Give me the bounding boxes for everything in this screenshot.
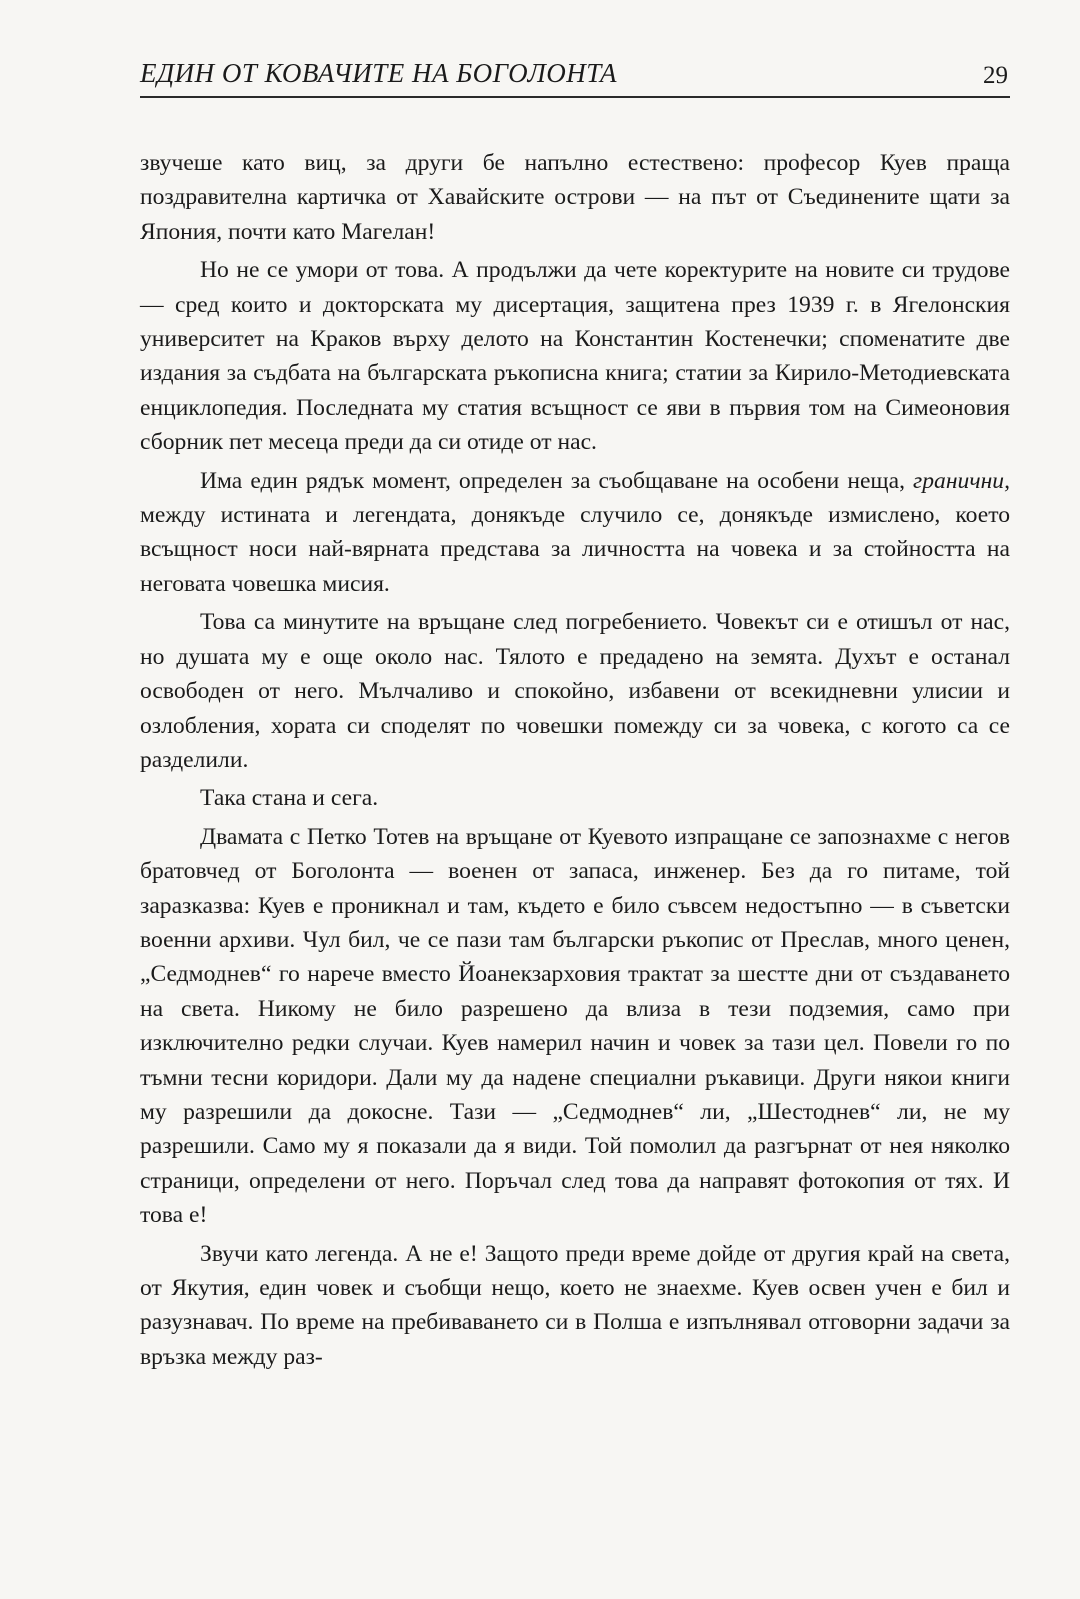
paragraph: Двамата с Петко Тотев на връщане от Куевото изпращане се запознахме с негов братовчед от Боголонта — военен от запаса, инженер. Без да го питаме, той заразказва: Куев е проникнал и там, където е било съвсем недостъпно — в съветски военни архиви. Чул бил, че се пази там български ръкопис от Преслав, много ценен, „Седмоднев“ го нарече вместо Йоанекзарховия трактат за шестте дни от създаването на света. Никому не било разрешено да влиза в тези подземия, само при изключително редки случаи. Куев намерил начин и човек за тази цел. Повели го по тъмни тесни коридори. Дали му да надене специални ръкавици. Други някои книги му разрешили да докосне. Тази — „Седмоднев“ ли, „Шестоднев“ ли, не му разрешили. Само му я показали да я види. Той помолил да разгърнат от нея няколко страници, определени от него. Поръчал след това да направят фотокопия от тях. И това е! — [140, 823, 1010, 1229]
paragraph: звучеше като виц, за други бе напълно естествено: професор Куев праща поздравителна картичка от Хавайските острови — на път от Съединените щати за Япония, почти като Магелан! — [140, 150, 1010, 245]
paragraph-text: между истината и легендата, донякъде случило се, донякъде измислено, което всъщност носи най-вярната представа за личността на човека и за стойността на неговата човешка мисия. — [140, 502, 1010, 597]
paragraph: Звучи като легенда. А не е! Защото преди време дойде от другия край на света, от Якутия, един човек и съобщи нещо, което не знаехме. Куев освен учен е бил и разузнавач. По време на пребиваването си в Полша е изпълнявал отговорни задачи за връзка между раз- — [140, 1240, 1010, 1370]
paragraph-text: Има един рядък момент, определен за съобщаване на особени неща, — [200, 467, 914, 494]
running-title: ЕДИН ОТ КОВАЧИТЕ НА БОГОЛОНТА — [140, 58, 618, 88]
paragraph — [140, 464, 1010, 602]
paragraph: Така стана и сега. — [200, 785, 379, 812]
page-number: 29 — [983, 62, 1008, 89]
page-header — [140, 56, 1010, 98]
body-text — [140, 146, 1010, 1374]
paragraph: Но не се умори от това. А продължи да чете коректурите на новите си трудове — сред които и докторската му дисертация, защитена през 1939 г. в Ягелонския университет на Краков върху делото на Константин Костенечки; споменатите две издания за съдбата на българската ръкописна книга; статии за Кирило-Методиевската енциклопедия. Последната му статия всъщност се яви в първия том на Симеоновия сборник пет месеца преди да си отиде от нас. — [140, 257, 1010, 456]
italic-emphasis: гранични, — [913, 467, 1010, 494]
paragraph: Това са минутите на връщане след погребението. Човекът си е отишъл от нас, но душата му е още около нас. Тялото е предадено на земята. Духът е останал освободен от него. Мълчаливо и спокойно, избавени от всекидневни улисии и озлобления, хората си споделят по човешки помежду си за човека, с когото са се разделили. — [140, 609, 1010, 773]
